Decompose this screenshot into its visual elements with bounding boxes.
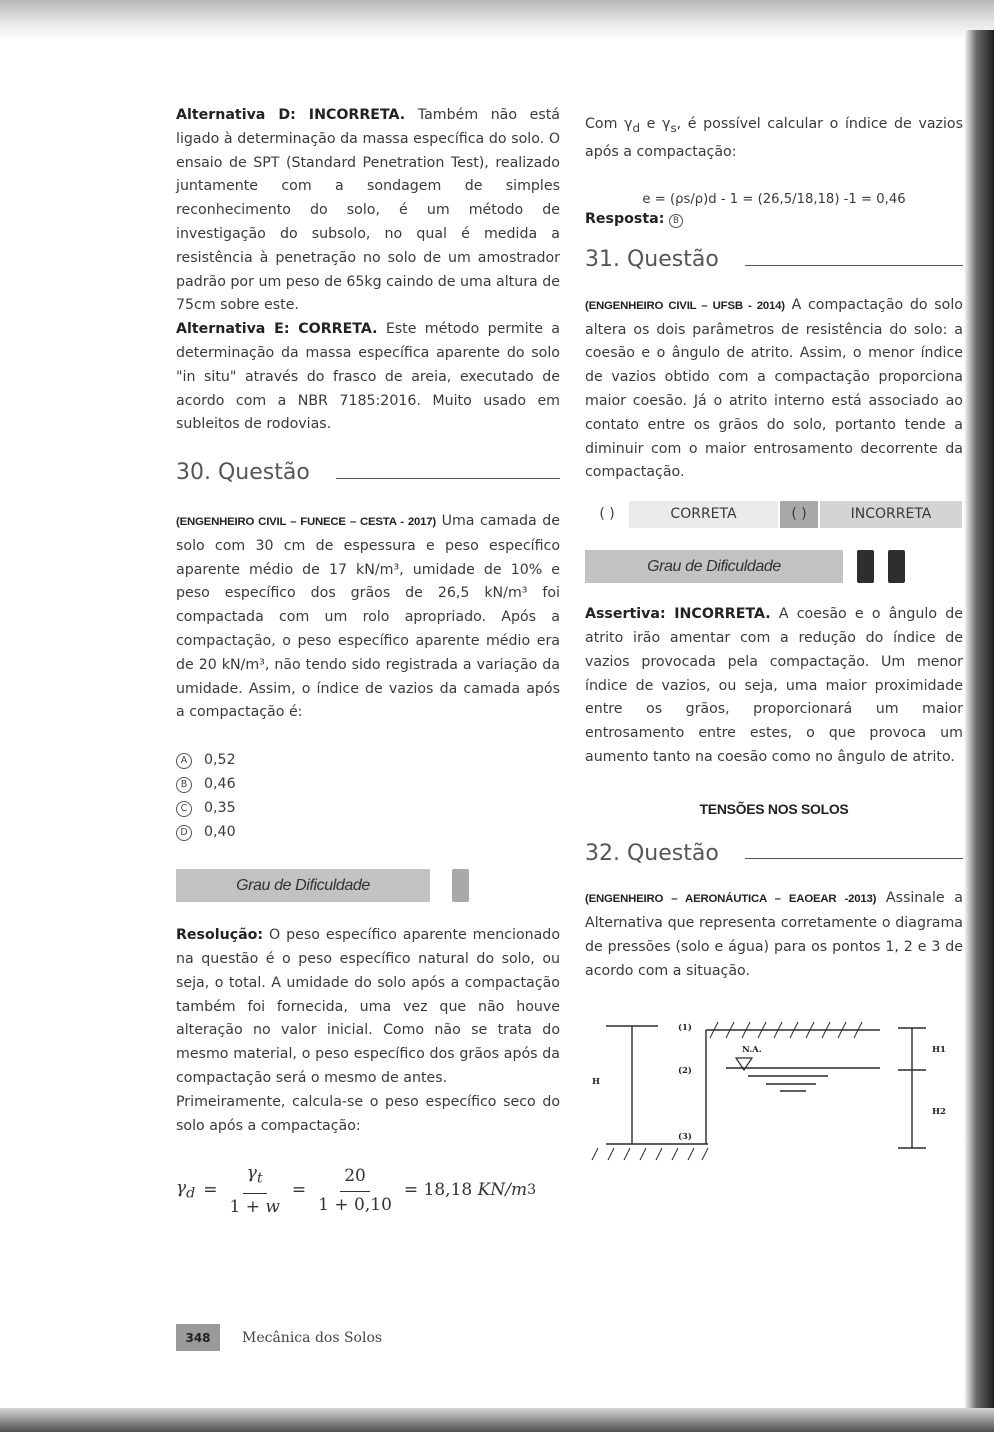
- difficulty-label: Grau de Dificuldade: [176, 869, 430, 902]
- heading-rule: [745, 265, 963, 266]
- diagram-label-3: (3): [678, 1132, 692, 1142]
- intro-part-c: , é possível calcular o índice de vazios após a compactação:: [585, 116, 963, 160]
- formula-den2: 1 + 0,10: [318, 1194, 392, 1215]
- question-32-title: 32. Questão: [585, 840, 719, 866]
- option-d[interactable]: [176, 821, 560, 845]
- alternativa-e-label: Alternativa E: CORRETA.: [176, 321, 378, 338]
- option-a-text: 0,52: [204, 752, 236, 769]
- scan-shadow-top: [0, 0, 994, 40]
- formula-eq-2: =: [291, 1180, 307, 1201]
- diagram-label-h: H: [592, 1077, 601, 1087]
- formula-eq-1: =: [203, 1180, 218, 1201]
- true-false-row: [585, 501, 963, 528]
- question-30-heading: [176, 461, 560, 485]
- correta-label: CORRETA: [629, 501, 778, 528]
- intro-sub-d: d: [632, 120, 640, 135]
- option-a[interactable]: [176, 749, 560, 773]
- option-c[interactable]: [176, 797, 560, 821]
- intro-part-b: e γ: [639, 116, 671, 132]
- assertiva-paragraph: [585, 603, 963, 770]
- correta-checkbox[interactable]: ( ): [599, 505, 615, 522]
- resposta-label: Resposta:: [585, 211, 665, 228]
- option-c-text: 0,35: [204, 800, 236, 817]
- alternativa-e-paragraph: [176, 318, 560, 437]
- incorreta-label: INCORRETA: [820, 501, 962, 528]
- difficulty-label-31: Grau de Dificuldade: [585, 550, 843, 583]
- option-b-letter: B: [176, 777, 192, 793]
- scan-shadow-right: [964, 30, 994, 1410]
- resolucao-label: Resolução:: [176, 927, 264, 944]
- option-b[interactable]: [176, 773, 560, 797]
- dry-weight-formula: [176, 1162, 560, 1220]
- formula-unit-exp: 3: [527, 1182, 537, 1199]
- left-column: [176, 104, 560, 1220]
- incorreta-checkbox[interactable]: ( ): [780, 501, 818, 528]
- question-30-text: Uma camada de solo com 30 cm de espessura e peso específico aparente médio de 17 kN/m³, umidade de 10% e peso específico dos grãos de 26,5 kN/m³ foi compactada com um rolo apropriado. Após a compactação, o peso específico aparente médio era de 20 kN/m³, não tendo sido registrada a variação da umidade. Assim, o índice de vazios da camada após a compactação é:: [176, 512, 560, 721]
- resolucao-paragraph: [176, 924, 560, 1091]
- difficulty-block-1: [452, 869, 469, 902]
- page-number: 348: [176, 1324, 220, 1351]
- void-ratio-equation: e = (ρs/ρ)d - 1 = (26,5/18,18) -1 = 0,46: [642, 192, 906, 208]
- resposta-value: B: [669, 214, 683, 228]
- formula-num1: γ: [246, 1163, 257, 1184]
- right-column: [585, 113, 963, 984]
- question-31-text: A compactação do solo altera os dois parâmetros de resistência do solo: a coesão e o ângulo de atrito. Assim, o menor índice de vazios obtido com a compactação proporciona maior coesão. Já o atrito interno está associado ao contato entre os grãos do solo, portanto tende a diminuir com o maior entrosamento decorrente da compactação.: [585, 296, 963, 481]
- formula-lhs: γ: [176, 1177, 187, 1198]
- formula-unit: KN/m: [477, 1180, 528, 1201]
- diagram-label-2: (2): [678, 1066, 692, 1076]
- question-30-options: [176, 749, 560, 845]
- question-31-source: (ENGENHEIRO CIVIL – UFSB - 2014): [585, 299, 785, 312]
- formula-den1-w: w: [265, 1197, 280, 1218]
- question-31-heading: [585, 248, 963, 272]
- question-30-title: 30. Questão: [176, 460, 310, 486]
- question-31-statement: [585, 294, 963, 485]
- alternativa-d-label: Alternativa D: INCORRETA.: [176, 107, 406, 123]
- void-ratio-intro: [585, 113, 963, 164]
- heading-rule: [336, 478, 560, 479]
- diagram-label-na: N.A.: [742, 1045, 762, 1055]
- intro-sub-s: s: [670, 120, 677, 135]
- question-32-statement: [585, 887, 963, 983]
- formula-num2: 20: [340, 1165, 370, 1192]
- formula-fraction-2: [314, 1165, 396, 1218]
- book-title: Mecânica dos Solos: [242, 1329, 383, 1346]
- question-31-title: 31. Questão: [585, 247, 719, 273]
- section-title: TENSÕES NOS SOLOS: [699, 800, 849, 817]
- soil-pressure-diagram: [588, 1018, 950, 1166]
- option-a-letter: A: [176, 753, 192, 769]
- question-30-statement: [176, 510, 560, 725]
- difficulty-bar: [176, 869, 560, 902]
- scan-shadow-bottom: [0, 1408, 994, 1432]
- option-c-letter: C: [176, 801, 192, 817]
- difficulty-bar-31: [585, 550, 963, 583]
- page-footer: [176, 1324, 382, 1351]
- formula-result: = 18,18: [403, 1180, 478, 1201]
- resolucao-text: O peso específico aparente mencionado na questão é o peso específico natural do solo, ou seja, o total. A umidade do solo após a compactação também foi fornecida, uma vez que não houve alteração no valor inicial. Como não se trata do mesmo material, o peso específico dos grãos após da compactação será o mesmo de antes.: [176, 927, 560, 1086]
- diagram-label-1: (1): [678, 1023, 692, 1033]
- question-32-source: (ENGENHEIRO – AERONÁUTICA – EAOEAR -2013): [585, 893, 877, 906]
- question-30-source: (ENGENHEIRO CIVIL – FUNECE – CESTA - 2017): [176, 515, 437, 528]
- assertiva-text: A coesão e o ângulo de atrito irão amentar com a redução do índice de vazios provocada pela compactação. Um menor índice de vazios, ou seja, uma maior proximidade entre os grãos, proporcionará um maior entrosamento entre estes, o que provoca um aumento tanto na coesão como no ângulo de atrito.: [585, 606, 963, 765]
- formula-den1-a: 1 +: [229, 1197, 266, 1218]
- option-d-text: 0,40: [204, 824, 236, 841]
- alternativa-d-text: Também não está ligado à determinação da massa específica do solo. O ensaio de SPT (Standard Penetration Test), realizado juntamente com a sondagem de simples reconhecimento do solo, é um método de investigação do subsolo, no qual é medida a resistência à penetração no solo de um amostrador padrão por um peso de 65kg caindo de uma altura de 75cm sobre este.: [176, 107, 560, 314]
- option-b-text: 0,46: [204, 776, 236, 793]
- intro-part-a: Com γ: [585, 116, 633, 132]
- formula-lhs-sub: d: [186, 1185, 196, 1202]
- difficulty-block-1: [857, 550, 874, 583]
- primeiramente-paragraph: Primeiramente, calcula-se o peso específico seco do solo após a compactação:: [176, 1093, 560, 1134]
- alternativa-d-paragraph: [176, 104, 560, 318]
- diagram-label-h1: H1: [932, 1045, 946, 1055]
- formula-fraction-1: [225, 1162, 283, 1220]
- heading-rule: [745, 858, 963, 859]
- question-32-heading: [585, 842, 963, 866]
- option-d-letter: D: [176, 825, 192, 841]
- assertiva-label: Assertiva: INCORRETA.: [585, 606, 771, 623]
- alternativa-e-text: Este método permite a determinação da massa específica aparente do solo "in situ" através do frasco de areia, executado de acordo com a NBR 7185:2016. Muito usado em subleitos de rodovias.: [176, 321, 560, 433]
- diagram-label-h2: H2: [932, 1107, 946, 1117]
- formula-num1-sub: t: [256, 1170, 263, 1187]
- difficulty-block-2: [888, 550, 905, 583]
- question-32-text: Assinale a Alternativa que representa corretamente o diagrama de pressões (solo e água) para os pontos 1, 2 e 3 de acordo com a situação.: [585, 890, 963, 979]
